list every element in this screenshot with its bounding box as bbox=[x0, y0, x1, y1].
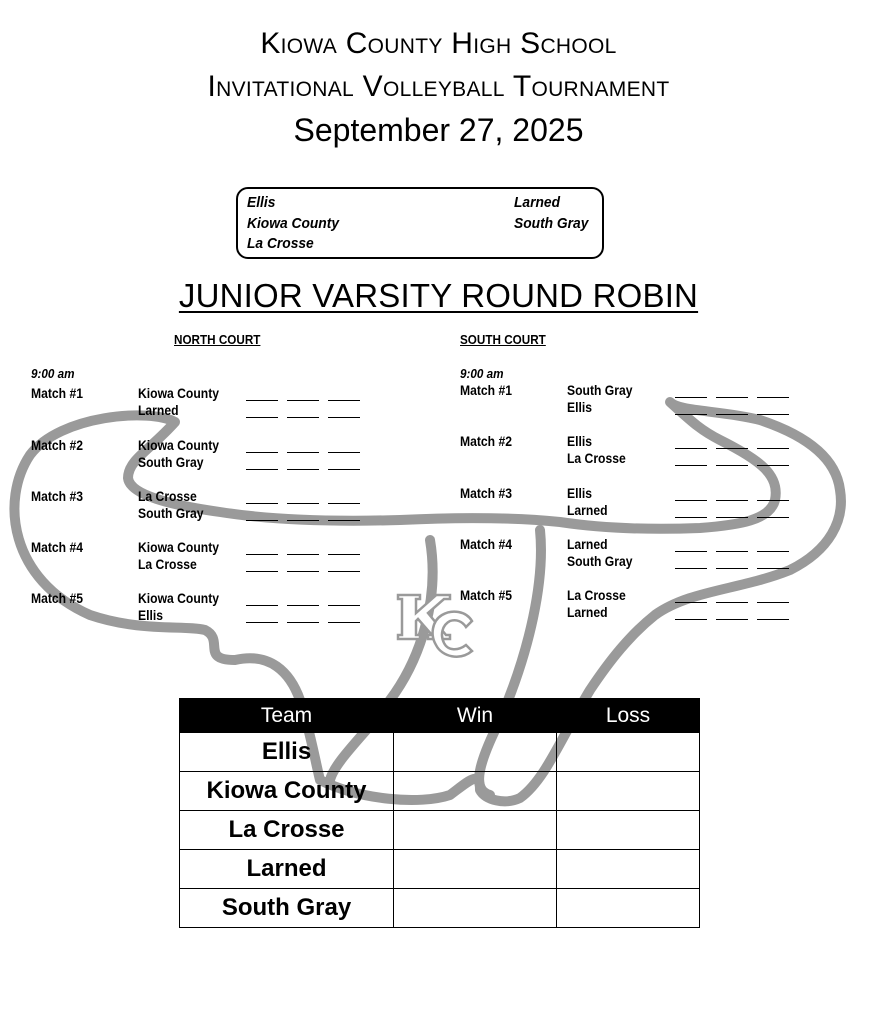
score-blanks bbox=[246, 417, 362, 418]
north-court-time: 9:00 am bbox=[31, 366, 75, 381]
north-match-3 bbox=[31, 489, 371, 529]
south-match-2 bbox=[460, 434, 800, 474]
south-match-1 bbox=[460, 383, 800, 423]
south-match-4 bbox=[460, 537, 800, 577]
score-blanks bbox=[675, 448, 791, 449]
win-cell[interactable] bbox=[394, 811, 557, 850]
match-label: Match #4 bbox=[460, 537, 513, 552]
loss-cell[interactable] bbox=[557, 811, 700, 850]
score-blanks bbox=[246, 400, 362, 401]
team-name: La Crosse bbox=[247, 235, 314, 252]
team-name: Ellis bbox=[247, 194, 276, 211]
south-match-5 bbox=[460, 588, 800, 628]
match-team-a: La Crosse bbox=[567, 588, 626, 603]
team-name: South Gray bbox=[514, 214, 589, 232]
school-title: Kiowa County High School bbox=[260, 27, 617, 60]
team-cell: Ellis bbox=[180, 733, 394, 772]
match-team-a: Ellis bbox=[567, 434, 592, 449]
score-blanks bbox=[246, 571, 362, 572]
table-row bbox=[180, 850, 700, 889]
score-blanks bbox=[675, 619, 791, 620]
match-team-b: Larned bbox=[567, 605, 608, 620]
win-cell[interactable] bbox=[394, 850, 557, 889]
match-team-a: Ellis bbox=[567, 486, 592, 501]
score-blanks bbox=[675, 465, 791, 466]
team-name: Larned bbox=[514, 194, 561, 211]
score-blanks bbox=[246, 520, 362, 521]
score-blanks bbox=[675, 568, 791, 569]
south-court-time: 9:00 am bbox=[460, 366, 504, 381]
teams-list-right bbox=[514, 193, 588, 234]
teams-list-left bbox=[247, 193, 339, 255]
table-row bbox=[180, 772, 700, 811]
loss-cell[interactable] bbox=[557, 733, 700, 772]
tournament-title: Invitational Volleyball Tournament bbox=[207, 70, 670, 103]
header-loss: Loss bbox=[557, 699, 700, 733]
score-blanks bbox=[675, 397, 791, 398]
score-blanks bbox=[675, 517, 791, 518]
match-label: Match #2 bbox=[31, 438, 84, 453]
match-label: Match #1 bbox=[31, 386, 84, 401]
match-team-b: La Crosse bbox=[138, 557, 197, 572]
team-name: Kiowa County bbox=[247, 214, 339, 232]
match-label: Match #4 bbox=[31, 540, 84, 555]
match-team-b: Larned bbox=[567, 503, 608, 518]
score-blanks bbox=[246, 622, 362, 623]
match-team-b: South Gray bbox=[138, 455, 204, 470]
team-cell: Larned bbox=[180, 850, 394, 889]
match-team-a: Kiowa County bbox=[138, 540, 219, 555]
header-team: Team bbox=[180, 699, 394, 733]
north-match-5 bbox=[31, 591, 371, 631]
score-blanks bbox=[246, 605, 362, 606]
match-label: Match #3 bbox=[460, 486, 513, 501]
score-blanks bbox=[246, 503, 362, 504]
score-blanks bbox=[246, 554, 362, 555]
match-team-b: Ellis bbox=[138, 608, 163, 623]
match-team-b: La Crosse bbox=[567, 451, 626, 466]
match-label: Match #3 bbox=[31, 489, 84, 504]
match-team-a: Kiowa County bbox=[138, 591, 219, 606]
loss-cell[interactable] bbox=[557, 850, 700, 889]
match-label: Match #5 bbox=[460, 588, 513, 603]
score-blanks bbox=[246, 469, 362, 470]
match-team-a: South Gray bbox=[567, 383, 633, 398]
score-blanks bbox=[675, 602, 791, 603]
north-court-heading: NORTH COURT bbox=[174, 332, 261, 347]
north-match-2 bbox=[31, 438, 371, 478]
loss-cell[interactable] bbox=[557, 772, 700, 811]
match-label: Match #2 bbox=[460, 434, 513, 449]
match-team-b: South Gray bbox=[138, 506, 204, 521]
north-match-4 bbox=[31, 540, 371, 580]
table-row bbox=[180, 733, 700, 772]
match-team-a: Kiowa County bbox=[138, 386, 219, 401]
score-blanks bbox=[675, 414, 791, 415]
header-win: Win bbox=[394, 699, 557, 733]
win-cell[interactable] bbox=[394, 733, 557, 772]
match-team-a: La Crosse bbox=[138, 489, 197, 504]
north-match-1 bbox=[31, 386, 371, 426]
match-team-b: South Gray bbox=[567, 554, 633, 569]
match-label: Match #5 bbox=[31, 591, 84, 606]
section-title: JUNIOR VARSITY ROUND ROBIN bbox=[178, 277, 699, 314]
team-cell: La Crosse bbox=[180, 811, 394, 850]
standings-header-row bbox=[180, 699, 700, 733]
match-label: Match #1 bbox=[460, 383, 513, 398]
win-cell[interactable] bbox=[394, 772, 557, 811]
tournament-header bbox=[0, 22, 877, 152]
score-blanks bbox=[246, 452, 362, 453]
south-court-heading: SOUTH COURT bbox=[460, 332, 546, 347]
tournament-date: September 27, 2025 bbox=[293, 112, 584, 148]
standings-table bbox=[179, 698, 700, 928]
match-team-a: Kiowa County bbox=[138, 438, 219, 453]
score-blanks bbox=[675, 551, 791, 552]
south-match-3 bbox=[460, 486, 800, 526]
table-row bbox=[180, 889, 700, 928]
match-team-b: Larned bbox=[138, 403, 179, 418]
match-team-a: Larned bbox=[567, 537, 608, 552]
match-team-b: Ellis bbox=[567, 400, 592, 415]
table-row bbox=[180, 811, 700, 850]
team-cell: Kiowa County bbox=[180, 772, 394, 811]
win-cell[interactable] bbox=[394, 889, 557, 928]
score-blanks bbox=[675, 500, 791, 501]
participating-teams-box bbox=[236, 187, 604, 259]
loss-cell[interactable] bbox=[557, 889, 700, 928]
team-cell: South Gray bbox=[180, 889, 394, 928]
